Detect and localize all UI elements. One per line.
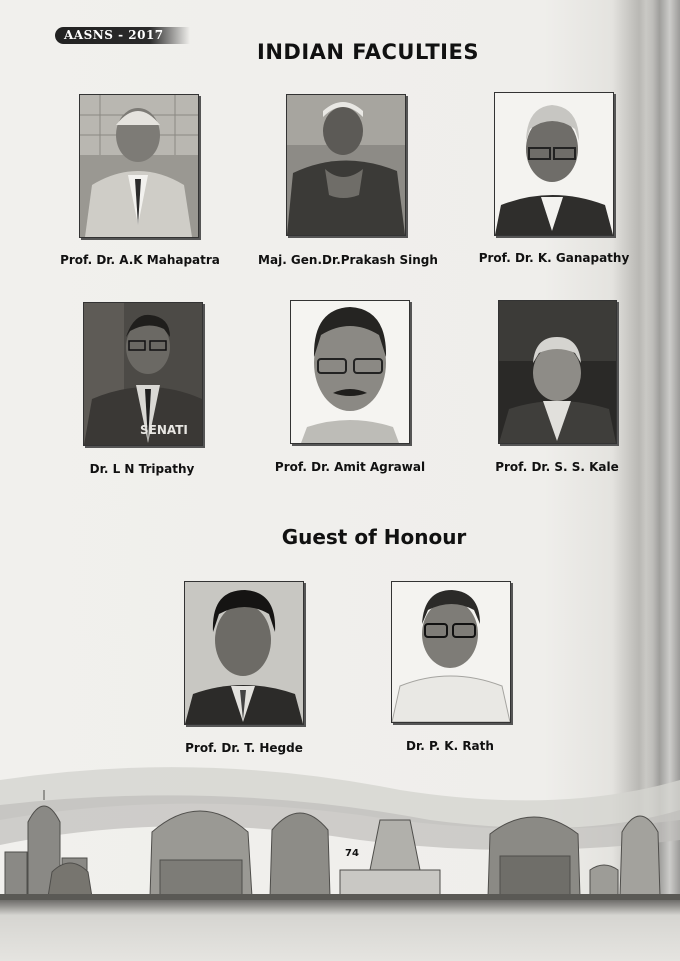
- guest-photo-2: [391, 581, 511, 723]
- guest-name-1: Prof. Dr. T. Hegde: [185, 741, 303, 755]
- faculty-name-1: Prof. Dr. A.K Mahapatra: [60, 253, 220, 267]
- guest-name-2: Dr. P. K. Rath: [406, 739, 494, 753]
- page-number: 74: [345, 848, 359, 859]
- faculty-photo-2: [286, 94, 406, 236]
- faculty-name-4: Dr. L N Tripathy: [89, 462, 195, 476]
- photo-watermark: SENATI: [140, 423, 188, 437]
- indian-faculties-title: INDIAN FACULTIES: [257, 40, 479, 64]
- header-badge-text: AASNS - 2017: [64, 28, 164, 42]
- faculty-photo-1: [79, 94, 199, 238]
- scan-bottom-edge: [0, 900, 680, 961]
- guest-photo-1: [184, 581, 304, 725]
- faculty-name-2: Maj. Gen.Dr.Prakash Singh: [258, 253, 438, 267]
- faculty-photo-3: [494, 92, 614, 236]
- faculty-photo-4: [83, 302, 203, 446]
- faculty-photo-5: [290, 300, 410, 444]
- temple-footer-illustration: [0, 760, 680, 910]
- faculty-photo-6: [498, 300, 617, 444]
- faculty-name-3: Prof. Dr. K. Ganapathy: [478, 251, 630, 265]
- faculty-name-6: Prof. Dr. S. S. Kale: [495, 460, 619, 474]
- guest-of-honour-title: Guest of Honour: [281, 525, 467, 549]
- faculty-name-5: Prof. Dr. Amit Agrawal: [274, 460, 426, 474]
